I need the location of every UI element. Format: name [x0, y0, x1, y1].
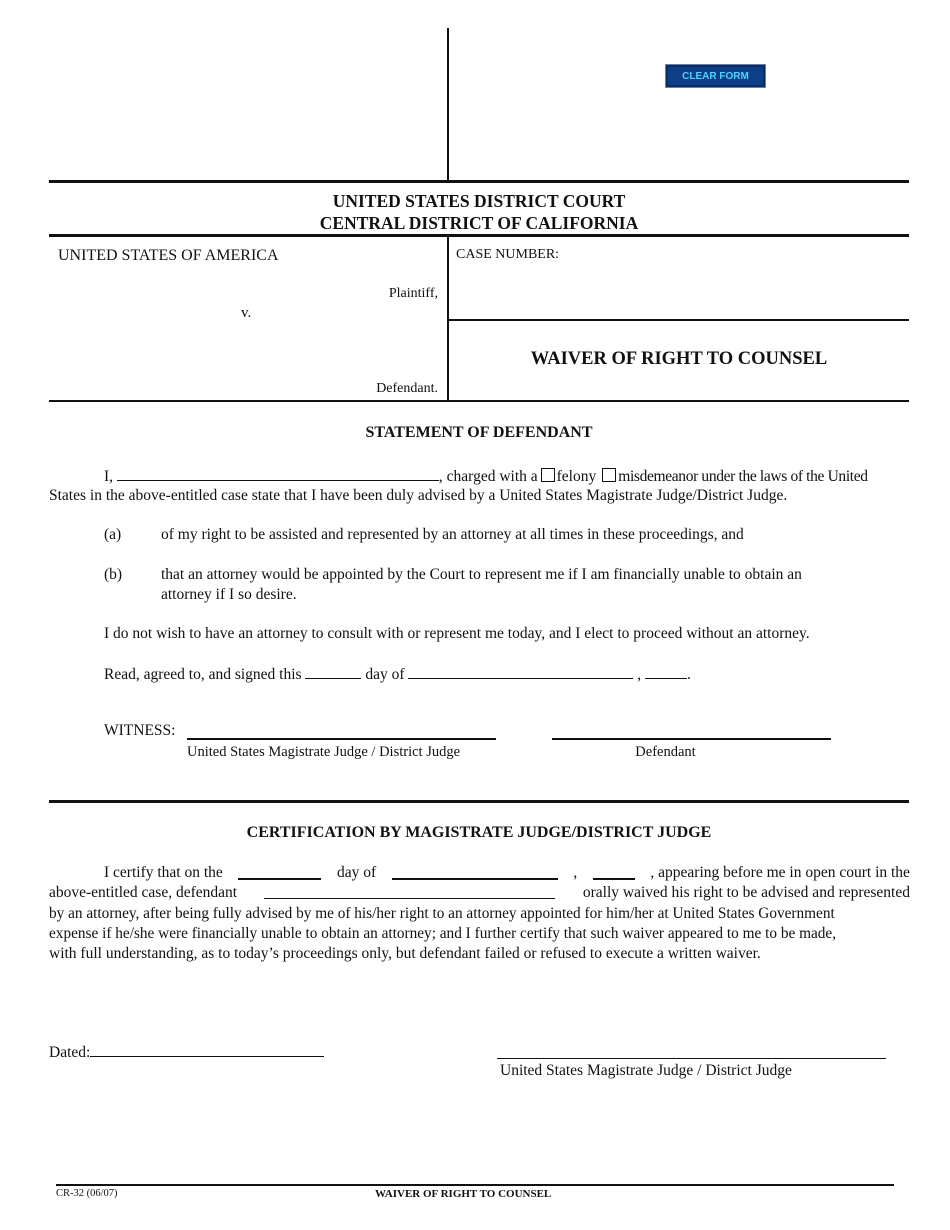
signed-text: Read, agreed to, and signed this [104, 666, 302, 683]
item-b-text-1: that an attorney would be appointed by the Court to represent me if I am financially unable to obtain an [161, 566, 802, 583]
top-divider [447, 28, 449, 180]
signed-comma: , [637, 666, 642, 683]
signed-line [104, 664, 691, 684]
cert-year-field[interactable] [593, 864, 635, 880]
witness-sub-label: United States Magistrate Judge / District Judge [187, 744, 461, 760]
felony-label: felony [556, 468, 597, 485]
cert-line-3: by an attorney, after being fully advised by me of his/her right to an attorney appointed for him/her at United States Government [49, 905, 835, 922]
decline-statement: I do not wish to have an attorney to consult with or represent me today, and I elect to proceed without an attorney. [104, 625, 810, 642]
statement-i: I, [104, 468, 114, 485]
signed-period: . [687, 666, 691, 683]
section-divider [49, 800, 909, 803]
court-line-1: UNITED STATES DISTRICT COURT [332, 191, 626, 211]
item-a-label: (a) [104, 526, 122, 543]
statement-heading: STATEMENT OF DEFENDANT [365, 424, 593, 441]
footer-rule [56, 1184, 894, 1186]
signed-day-field[interactable] [305, 664, 361, 679]
form-code: CR-32 (06/07) [56, 1188, 118, 1199]
court-name [49, 190, 909, 234]
document-title: WAIVER OF RIGHT TO COUNSEL [530, 349, 828, 369]
cert-line-4: expense if he/she were financially unable to obtain an attorney; and I further certify that such waiver appeared to me to be made, [49, 925, 837, 942]
cert-line-2-b: orally waived his right to be advised and represented [582, 884, 910, 901]
item-a-text: of my right to be assisted and represented by an attorney at all times in these proceedings, and [161, 526, 744, 543]
court-line-2: CENTRAL DISTRICT OF CALIFORNIA [319, 213, 639, 233]
cert-line-5: with full understanding, as to today’s proceedings only, but defendant failed or refused to execute a written waiver. [49, 945, 761, 962]
case-number-rule [449, 319, 909, 321]
case-number-label: CASE NUMBER: [456, 247, 560, 262]
signed-year-field[interactable] [645, 664, 687, 679]
dated-label: Dated: [49, 1044, 91, 1061]
cert-line-1-a: I certify that on the [104, 864, 223, 881]
cert-line-1-c: , [573, 864, 578, 881]
judge-signature-line[interactable] [497, 1058, 886, 1059]
plaintiff-name: UNITED STATES OF AMERICA [58, 247, 279, 264]
header-rule-bottom [49, 234, 909, 237]
defendant-label: Defendant. [376, 381, 438, 396]
witness-label: WITNESS: [104, 722, 176, 739]
cert-day-field[interactable] [238, 864, 321, 880]
cert-defendant-field[interactable] [264, 884, 555, 899]
cert-line-2-a: above-entitled case, defendant [49, 884, 238, 901]
defendant-name-field[interactable] [117, 466, 439, 481]
item-b-text-2: attorney if I so desire. [161, 586, 297, 603]
cert-month-field[interactable] [392, 864, 558, 880]
caption-rule-bottom [49, 400, 909, 402]
plaintiff-label: Plaintiff, [388, 286, 438, 301]
statement-line-1 [104, 466, 916, 487]
certification-heading: CERTIFICATION BY MAGISTRATE JUDGE/DISTRICT JUDGE [246, 824, 712, 841]
cert-line-1-d: , appearing before me in open court in the [650, 864, 910, 881]
defendant-sub-label: Defendant [635, 744, 696, 760]
dated-line [49, 1042, 324, 1062]
witness-signature-line[interactable] [187, 738, 496, 740]
signed-month-field[interactable] [408, 664, 633, 679]
clear-form-button[interactable]: CLEAR FORM [665, 64, 766, 88]
cert-line-1-b: day of [336, 864, 377, 881]
felony-checkbox[interactable] [541, 468, 555, 482]
footer-title: WAIVER OF RIGHT TO COUNSEL [375, 1188, 552, 1200]
defendant-signature-line[interactable] [552, 738, 831, 740]
misdemeanor-checkbox[interactable] [602, 468, 616, 482]
charged-with-text: , charged with a [438, 468, 538, 485]
misdemeanor-label: misdemeanor under the laws of the United [618, 468, 868, 485]
dated-field[interactable] [90, 1042, 324, 1057]
versus: v. [241, 305, 252, 321]
statement-line-2: States in the above-entitled case state that I have been duly advised by a United States Magistrate Judge/District Judge. [49, 487, 788, 504]
signed-day-of: day of [365, 666, 405, 683]
cert-line-2 [49, 884, 910, 902]
cert-line-1 [104, 864, 910, 882]
header-rule-top [49, 180, 909, 183]
item-b-label: (b) [104, 566, 123, 583]
judge-signature-label: United States Magistrate Judge / District Judge [500, 1062, 792, 1079]
